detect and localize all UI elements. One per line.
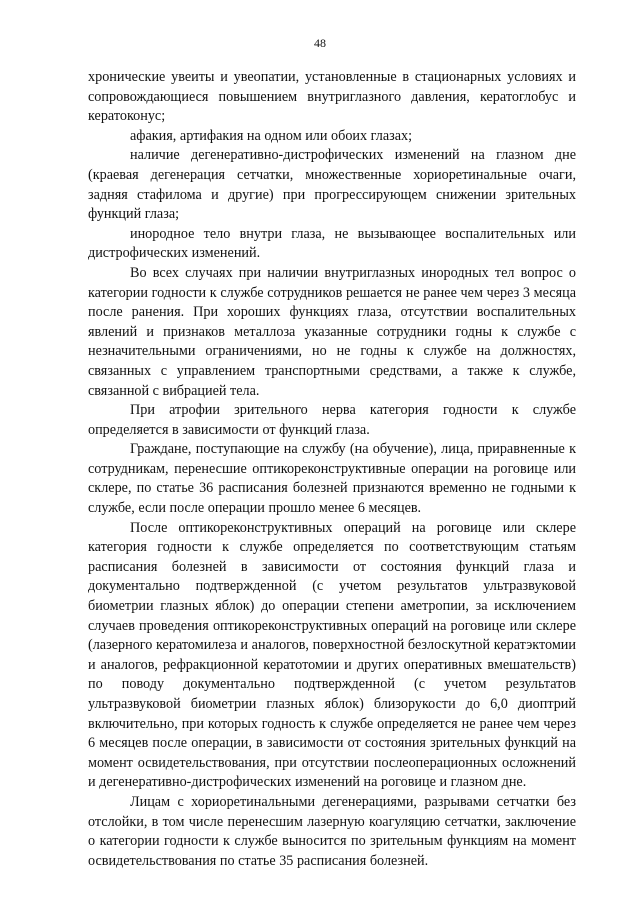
paragraph: афакия, артифакия на одном или обоих глазах; (130, 127, 413, 144)
paragraph: При атрофии зрительного нерва категория годности к службе определяется в зависимости от функций глаза. (88, 402, 576, 438)
paragraph: инородное тело внутри глаза, не вызывающее воспалительных или дистрофических изменений. (88, 225, 576, 262)
paragraph: После оптикореконструктивных операций на роговице или склере категория годности к службе определяется по соответствующим статьям расписания болезней в зависимости от состояния функций глаза и документально подтвержденной (с учетом результатов ультразвуковой биометрии глазных яблок) до операции степени аметропии, за исключением случаев проведения оптикореконструктивных операций на роговице или склере (лазерного кератомилеза и аналогов, поверхностной безлоскутной кератэктомии и аналогов, рефракционной кератотомии и других оперативных вмешательств) по поводу документально подтвержденной (с учетом результатов ультразвуковой биометрии глазных яблок) близорукости до 6,0 диоптрий включительно, при которых годность к службе определяется не ранее чем через 6 месяцев после операции, в зависимости от состояния зрительных функций на момент освидетельствования, при отсутствии послеоперационных осложнений и дегенеративно-дистрофических изменений на роговице и глазном дне. (88, 519, 576, 791)
paragraph: Лицам с хориоретинальными дегенерациями, разрывами сетчатки без отслойки, в том числе перенесшим лазерную коагуляцию сетчатки, заключение о категории годности к службе выносится по зрительным функциям на момент освидетельствования по статье 35 расписания болезней. (88, 793, 576, 869)
page-number: 48 (314, 36, 326, 50)
document-body (88, 68, 576, 871)
paragraph: наличие дегенеративно-дистрофических изменений на глазном дне (краевая дегенерация сетчатки, множественные хориоретинальные очаги, задняя стафилома и другие) при прогрессирующем снижении зрительных функций глаза; (88, 147, 576, 223)
paragraph: Во всех случаях при наличии внутриглазных инородных тел вопрос о категории годности к службе сотрудников решается не ранее чем через 3 месяца после ранения. При хороших функциях глаза, отсутствии воспалительных явлений и признаков металлоза указанные сотрудники годны к службе с незначительными ограничениями, но не годны к службе на должностях, связанных с управлением транспортными средствами, а также к службе, связанной с вибрацией тела. (88, 264, 576, 399)
paragraph: хронические увеиты и увеопатии, установленные в стационарных условиях и сопровождающиеся повышением внутриглазного давления, кератоглобус и кератоконус; (88, 69, 576, 125)
paragraph: Граждане, поступающие на службу (на обучение), лица, приравненные к сотрудникам, перенесшие оптикореконструктивные операции на роговице или склере, по статье 36 расписания болезней признаются временно не годными к службе, если после операции прошло менее 6 месяцев. (88, 441, 576, 517)
